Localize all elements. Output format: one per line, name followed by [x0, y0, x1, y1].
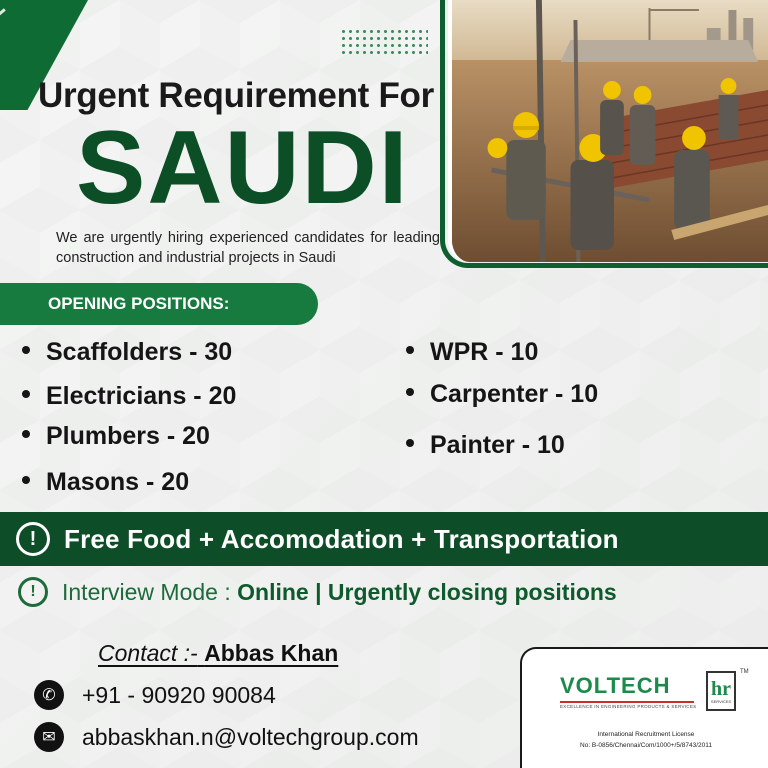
license-number: No: B-0856/Chennai/Com/1000+/5/8743/2011 [580, 742, 712, 749]
opening-positions-banner: OPENING POSITIONS: [0, 283, 318, 325]
email-address[interactable]: abbaskhan.n@voltechgroup.com [82, 723, 419, 750]
position-item: WPR - 10 [406, 338, 538, 367]
phone-icon: ✆ [34, 680, 64, 710]
contact-label: Contact :- [98, 640, 198, 666]
interview-mode [18, 577, 617, 607]
flag-sword-icon [0, 8, 6, 39]
trademark: TM [740, 669, 749, 675]
position-item: Masons - 20 [22, 468, 189, 497]
phone-row [34, 680, 276, 710]
benefits-text: Free Food + Accomodation + Transportation [64, 523, 619, 554]
envelope-icon: ✉ [34, 722, 64, 752]
contact-heading [98, 640, 338, 667]
hr-sub: SERVICES [710, 698, 732, 704]
bullet-icon [22, 390, 30, 398]
bullet-icon [22, 476, 30, 484]
position-item: Carpenter - 10 [406, 380, 598, 409]
company-logo-card [520, 647, 768, 768]
email-row [34, 722, 419, 752]
bullet-icon [406, 439, 414, 447]
intro-text: We are urgently hiring experienced candidates for leading construction and industrial projects in Saudi [56, 230, 440, 266]
logo-tagline: EXCELLENCE IN ENGINEERING PRODUCTS & SERVICES [560, 704, 697, 709]
interview-label: Interview Mode : [62, 578, 238, 605]
phone-number[interactable]: +91 - 90920 90084 [82, 681, 276, 708]
bullet-icon [22, 430, 30, 438]
position-item: Painter - 10 [406, 431, 565, 460]
construction-scene-image [452, 0, 768, 262]
construction-workers-photo [448, 0, 768, 262]
bullet-icon [406, 388, 414, 396]
bullet-icon [406, 346, 414, 354]
hr-services-logo [706, 671, 736, 711]
voltech-logo: VOLTECH [560, 673, 671, 698]
position-item: Plumbers - 20 [22, 422, 210, 451]
position-item: Scaffolders - 30 [22, 338, 232, 367]
license-title: International Recruitment License [597, 731, 695, 738]
dot-grid-decoration [340, 28, 428, 58]
headline: Urgent Requirement For [38, 76, 434, 115]
hr-mark: hr [711, 677, 731, 700]
contact-name: Abbas Khan [204, 640, 339, 666]
position-item: Electricians - 20 [22, 382, 236, 411]
exclamation-icon: ! [16, 522, 50, 556]
country-title: SAUDI [76, 110, 410, 226]
bullet-icon [22, 346, 30, 354]
exclamation-icon: ! [18, 577, 48, 607]
benefits-bar [0, 512, 768, 566]
logo-underline [560, 701, 694, 703]
interview-value: Online | Urgently closing positions [237, 578, 617, 605]
